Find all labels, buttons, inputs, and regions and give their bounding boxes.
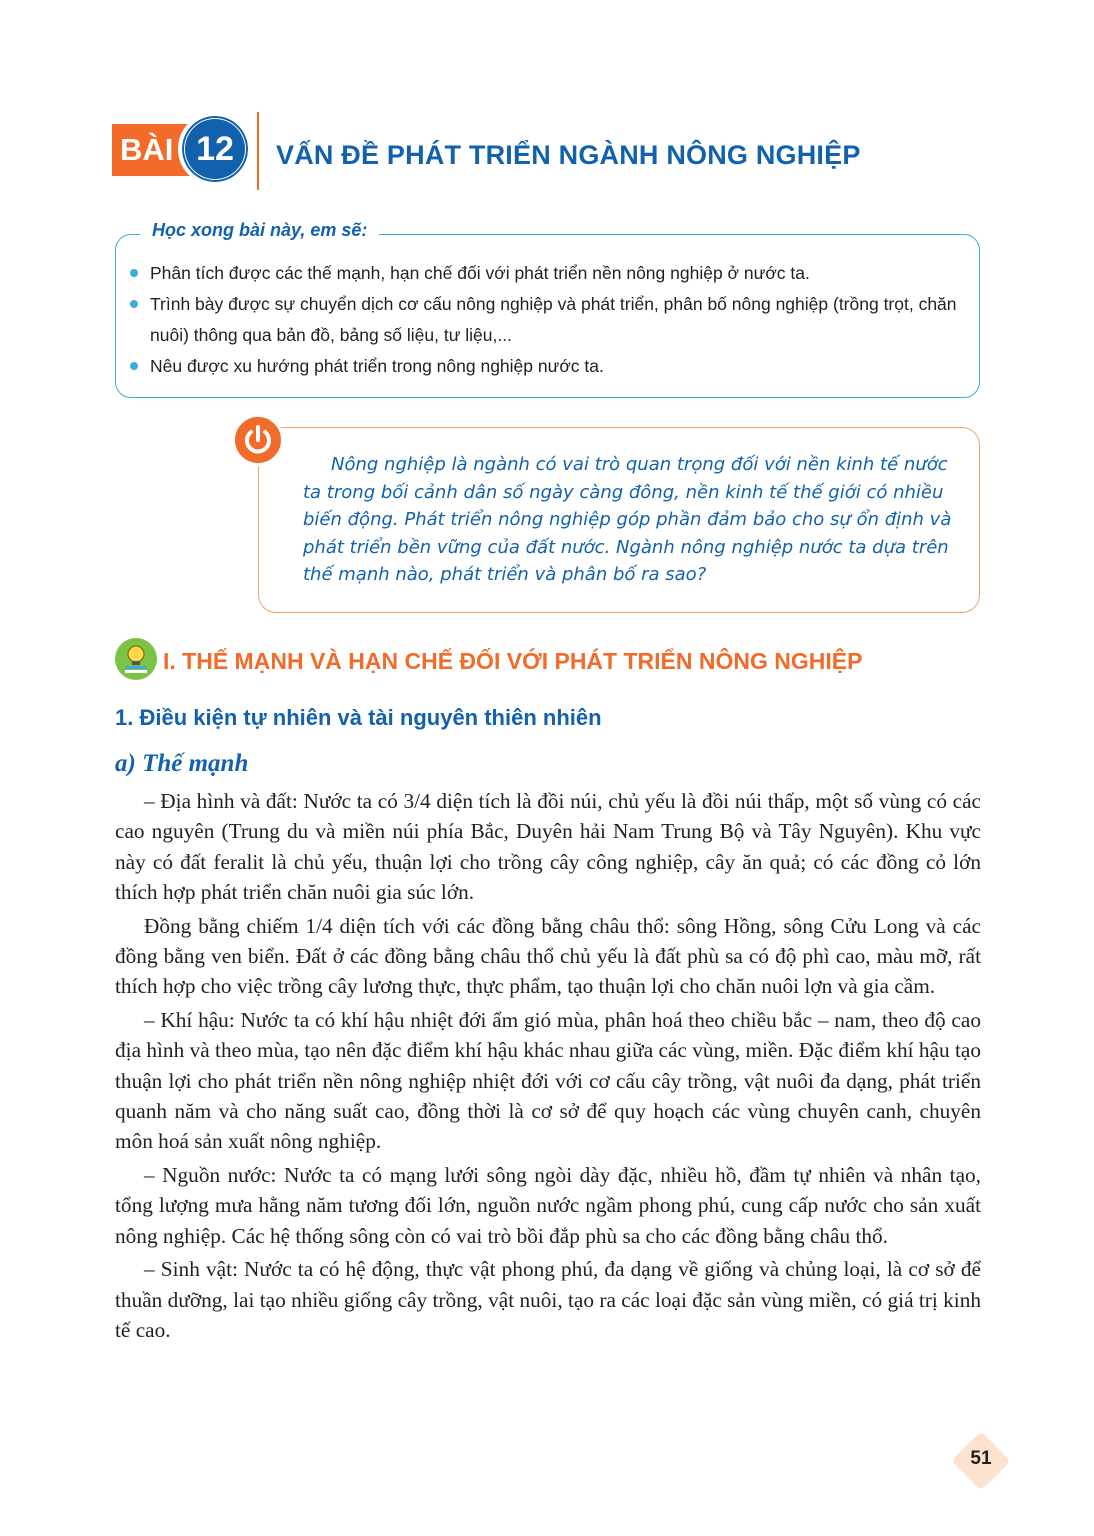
- objective-item: Phân tích được các thế mạnh, hạn chế đối với phát triển nền nông nghiệp ở nước ta.: [130, 258, 960, 289]
- power-icon: [232, 414, 284, 466]
- body-text: [115, 786, 981, 1349]
- lightbulb-icon: [115, 638, 157, 680]
- bullet-icon: [130, 269, 138, 277]
- paragraph: – Nguồn nước: Nước ta có mạng lưới sông ngòi dày đặc, nhiều hồ, đầm tự nhiên và nhân tạo, tổng lượng mưa hằng năm tương đối lớn, nguồn nước ngầm phong phú, cung cấp nước cho sản xuất nông nghiệp. Các hệ thống sông còn có vai trò bồi đắp phù sa cho các đồng bằng châu thổ.: [115, 1163, 981, 1248]
- objective-item: Nêu được xu hướng phát triển trong nông nghiệp nước ta.: [130, 351, 960, 382]
- lesson-number: 12: [185, 119, 245, 179]
- paragraph: – Khí hậu: Nước ta có khí hậu nhiệt đới ẩm gió mùa, phân hoá theo chiều bắc – nam, theo độ cao địa hình và theo mùa, tạo nên đặc điểm khí hậu khác nhau giữa các vùng, miền. Đặc điểm khí hậu tạo thuận lợi cho phát triển nền nông nghiệp nhiệt đới với cơ cấu cây trồng, vật nuôi đa dạng, phát triển quanh năm và cho năng suất cao, đồng thời là cơ sở để quy hoạch các vùng chuyên canh, chuyên môn hoá sản xuất nông nghiệp.: [115, 1008, 981, 1154]
- paragraph: – Địa hình và đất: Nước ta có 3/4 diện tích là đồi núi, chủ yếu là đồi núi thấp, một số vùng có các cao nguyên (Trung du và miền núi phía Bắc, Duyên hải Nam Trung Bộ và Tây Nguyên). Khu vực này có đất feralit là chủ yếu, thuận lợi cho trồng cây công nghiệp, cây ăn quả; có các đồng cỏ lớn thích hợp phát triển chăn nuôi gia súc lớn.: [115, 789, 981, 904]
- subsub-heading: a) Thế mạnh: [115, 750, 249, 777]
- paragraph: Đồng bằng chiếm 1/4 diện tích với các đồng bằng châu thổ: sông Hồng, sông Cửu Long và các đồng bằng ven biển. Đất ở các đồng bằng châu thổ chủ yếu là đất phù sa có độ phì cao, màu mỡ, rất thích hợp cho việc trồng cây lương thực, thực phẩm, tạo thuận lợi cho chăn nuôi lợn và gia cầm.: [115, 913, 981, 999]
- objective-item: Trình bày được sự chuyển dịch cơ cấu nông nghiệp và phát triển, phân bố nông nghiệp (trồng trọt, chăn nuôi) thông qua bản đồ, bảng số liệu, tư liệu,...: [130, 289, 960, 351]
- bullet-icon: [130, 300, 138, 308]
- objectives-label: Học xong bài này, em sẽ:: [140, 220, 379, 241]
- intro-text: Nông nghiệp là ngành có vai trò quan trọng đối với nền kinh tế nước ta trong bối cảnh dân số ngày càng đông, nền kinh tế thế giới có nhiều biến động. Phát triển nông nghiệp góp phần đảm bảo cho sự ổn định và phát triển bền vững của đất nước. Ngành nông nghiệp nước ta dựa trên thế mạnh nào, phát triển và phân bố ra sao?: [303, 454, 952, 585]
- objectives-list: [130, 258, 960, 382]
- section-heading: I. THẾ MẠNH VÀ HẠN CHẾ ĐỐI VỚI PHÁT TRIỂN NÔNG NGHIỆP: [163, 648, 863, 674]
- title-divider: [257, 112, 259, 190]
- lesson-title: VẤN ĐỀ PHÁT TRIỂN NGÀNH NÔNG NGHIỆP: [276, 140, 861, 170]
- page-number: 51: [970, 1448, 992, 1469]
- lesson-tag: BÀI: [112, 124, 192, 176]
- sub-heading: 1. Điều kiện tự nhiên và tài nguyên thiên nhiên: [115, 705, 602, 730]
- lesson-number-badge: [178, 112, 252, 186]
- bullet-icon: [130, 362, 138, 370]
- paragraph: – Sinh vật: Nước ta có hệ động, thực vật phong phú, đa dạng về giống và chủng loại, là cơ sở để thuần dưỡng, lai tạo nhiều giống cây trồng, vật nuôi, tạo ra các loại đặc sản vùng miền, có giá trị kinh tế cao.: [115, 1257, 981, 1343]
